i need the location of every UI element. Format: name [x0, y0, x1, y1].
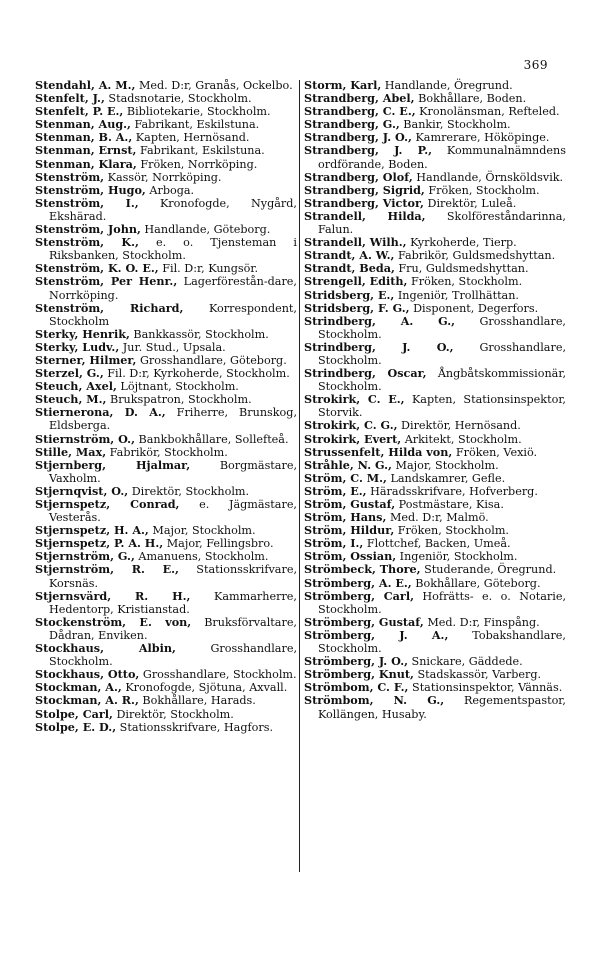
entry-name: Strandberg, Victor,: [304, 195, 424, 210]
entry-name: Ström, E.,: [304, 483, 367, 498]
entry-description: Skolföreståndarinna, Falun.: [318, 209, 566, 237]
entry-name: Ström, Ossian,: [304, 549, 397, 564]
entry-description: Borgmästare, Vaxholm.: [49, 458, 297, 485]
entry-description: Grosshandlare, Stockholm.: [139, 668, 297, 682]
directory-entry: [35, 498, 297, 524]
entry-description: Fabrikant, Eskilstuna.: [136, 144, 265, 158]
entry-name: Stiernerona, D. A.,: [35, 405, 166, 420]
entry-description: Grosshandlare, Göteborg.: [136, 353, 287, 367]
entry-description: Hofrätts- e. o. Notarie, Stockholm.: [318, 589, 566, 616]
entry-name: Strindberg, A. G.,: [304, 313, 456, 328]
entry-name: Stenström, K. O. E.,: [35, 261, 159, 276]
page-number: 369: [523, 58, 548, 72]
entry-name: Strandberg, J. O.,: [304, 130, 412, 145]
entry-description: Direktör, Hernösand.: [397, 419, 521, 433]
entry-name: Stenström, I.,: [35, 195, 139, 210]
entry-name: Stjernberg, Hjalmar,: [35, 457, 191, 472]
entry-name: Strömberg, J. A.,: [304, 627, 449, 642]
entry-name: Stockhaus, Albin,: [35, 641, 176, 656]
entry-name: Stiernström, O.,: [35, 431, 135, 446]
entry-name: Stråhle, N. G.,: [304, 457, 392, 472]
entry-name: Stenman, Ernst,: [35, 143, 137, 158]
entry-description: Kronofogde, Sjötuna, Axvall.: [121, 681, 288, 695]
entry-name: Stjernström, G.,: [35, 549, 135, 564]
directory-entry: [35, 406, 297, 432]
directory-entry: [304, 210, 566, 236]
entry-name: Strokirk, C. E.,: [304, 392, 405, 407]
entry-description: Fru, Guldsmedshyttan.: [394, 262, 529, 276]
entry-name: Sterzel, G.,: [35, 366, 104, 381]
entry-name: Strandberg, J. P.,: [304, 143, 433, 158]
directory-entry: [35, 275, 297, 301]
entry-name: Strindberg, J. O.,: [304, 339, 454, 354]
directory-entry: [35, 302, 297, 328]
entry-description: Brukspatron, Stockholm.: [106, 393, 252, 407]
directory-entry: [35, 459, 297, 485]
entry-name: Stockhaus, Otto,: [35, 667, 140, 682]
entry-name: Stockman, A.,: [35, 680, 122, 695]
entry-description: Fabrikör, Stockholm.: [106, 445, 228, 459]
entry-description: Bokhållare, Boden.: [414, 92, 527, 106]
entry-description: Stadskassör, Varberg.: [413, 668, 542, 682]
entry-description: Kapten, Hernösand.: [132, 131, 250, 145]
entry-name: Strandt, A. W.,: [304, 248, 395, 263]
entry-description: Kassör, Norrköping.: [104, 170, 222, 184]
entry-description: Direktör, Luleå.: [423, 196, 517, 210]
directory-entry: [304, 315, 566, 341]
entry-description: Fabrikant, Eskilstuna.: [130, 118, 260, 132]
directory-entry: [35, 590, 297, 616]
entry-description: Kronofogde, Nygård, Ekshärad.: [49, 196, 297, 223]
entry-description: Kyrkoherde, Tierp.: [406, 236, 517, 250]
entry-description: Kamrerare, Hököpinge.: [411, 131, 550, 145]
directory-entry: [304, 629, 566, 655]
entry-name: Stolpe, E. D.,: [35, 719, 117, 734]
entry-name: Stenman, Klara,: [35, 156, 137, 171]
entry-description: Direktör, Stockholm.: [128, 484, 250, 498]
entry-description: Handlande, Göteborg.: [140, 223, 271, 237]
entry-name: Strengell, Edith,: [304, 274, 408, 289]
entry-name: Ström, Gustaf,: [304, 497, 396, 511]
entry-description: Studerande, Öregrund.: [420, 563, 557, 577]
entry-description: Bokhållare, Harads.: [138, 694, 256, 708]
entry-name: Strandell, Hilda,: [304, 208, 426, 223]
entry-description: Major, Fellingsbro.: [163, 537, 274, 551]
entry-description: Fröken, Stockholm.: [394, 524, 509, 538]
entry-name: Stenman, Aug.,: [35, 117, 131, 132]
entry-description: Stationsinspektor, Vännäs.: [408, 681, 563, 695]
entry-description: Grosshandlare, Stockholm.: [318, 314, 566, 341]
entry-name: Strömberg, Carl,: [304, 588, 414, 603]
entry-description: Amanuens, Stockholm.: [134, 550, 269, 564]
entry-description: Direktör, Stockholm.: [112, 707, 234, 721]
entry-description: Postmästare, Kisa.: [395, 498, 504, 511]
left-column: [35, 79, 297, 734]
entry-description: Bruksförvaltare, Dådran, Enviken.: [49, 615, 297, 642]
entry-name: Stenfelt, P. E.,: [35, 104, 124, 119]
directory-entry: [35, 197, 297, 223]
entry-description: Med. D:r, Malmö.: [386, 511, 489, 525]
entry-name: Ström, I.,: [304, 536, 364, 551]
entry-description: Grosshandlare, Stockholm.: [318, 340, 566, 367]
entry-description: Friherre, Brunskog, Eldsberga.: [49, 406, 297, 433]
entry-name: Sterner, Hilmer,: [35, 352, 137, 367]
entry-name: Strandberg, Abel,: [304, 91, 415, 106]
entry-name: Ström, C. M.,: [304, 470, 387, 485]
entry-description: Major, Stockholm.: [391, 458, 499, 472]
directory-entry: [304, 393, 566, 419]
directory-entry: [35, 721, 297, 734]
entry-description: Snickare, Gäddede.: [407, 655, 523, 669]
entry-description: Kronolänsman, Refteled.: [415, 105, 560, 119]
entry-name: Strandberg, Olof,: [304, 169, 413, 184]
entry-description: Kammarherre, Hedentorp, Kristianstad.: [49, 589, 297, 616]
entry-description: Tobakshandlare, Stockholm.: [318, 628, 566, 656]
entry-name: Storm, Karl,: [304, 78, 382, 92]
entry-description: Ångbåtskommissionär, Stockholm.: [318, 367, 566, 394]
entry-description: Stadsnotarie, Stockholm.: [104, 92, 252, 106]
directory-entry: [304, 694, 566, 720]
entry-description: Löjtnant, Stockholm.: [116, 380, 239, 394]
entry-description: Fil. D:r, Kungsör.: [158, 262, 259, 276]
entry-name: Strömberg, Knut,: [304, 667, 414, 682]
entry-name: Stenström,: [35, 169, 105, 184]
entry-description: Fröken, Vexiö.: [452, 445, 538, 459]
entry-description: Bankbokhållare, Sollefteå.: [134, 432, 289, 446]
entry-description: Med. D:r, Granås, Ockelbo.: [135, 79, 293, 92]
entry-name: Stridsberg, E.,: [304, 287, 395, 302]
entry-name: Strömbeck, Thore,: [304, 562, 421, 577]
entry-name: Stendahl, A. M.,: [35, 78, 136, 92]
entry-name: Stolpe, Carl,: [35, 706, 113, 721]
entry-name: Stenfelt, J.,: [35, 91, 105, 106]
entry-description: Stationsskrifvare, Korsnäs.: [49, 563, 297, 590]
directory-entry: [35, 616, 297, 642]
entry-name: Strandberg, Sigrid,: [304, 182, 425, 197]
directory-entry: [304, 590, 566, 616]
column-divider: [299, 80, 300, 872]
entry-description: Fil. D:r, Kyrkoherde, Stockholm.: [103, 367, 290, 381]
entry-description: Fröken, Stockholm.: [407, 275, 523, 289]
entry-name: Stenström, Per Henr.,: [35, 274, 178, 289]
entry-name: Sterky, Henrik,: [35, 326, 130, 341]
entry-name: Stille, Max,: [35, 444, 107, 459]
entry-name: Strandt, Beda,: [304, 261, 395, 276]
entry-description: Bibliotekarie, Stockholm.: [123, 105, 271, 119]
entry-name: Stockman, A. R.,: [35, 693, 139, 708]
entry-description: Stationsskrifvare, Hagfors.: [116, 720, 274, 734]
entry-name: Ström, Hildur,: [304, 523, 395, 538]
entry-name: Strokirk, C. G.,: [304, 418, 398, 433]
directory-entry: [304, 144, 566, 170]
entry-name: Stjernspetz, H. A.,: [35, 523, 149, 538]
entry-description: Bankkassör, Stockholm.: [129, 327, 269, 341]
entry-name: Strindberg, Oscar,: [304, 366, 427, 381]
entry-description: Bankir, Stockholm.: [399, 118, 511, 132]
entry-description: Ingeniör, Stockholm.: [396, 550, 518, 564]
directory-entry: [304, 341, 566, 367]
entry-name: Strömberg, Gustaf,: [304, 614, 424, 629]
entry-description: Jur. Stud., Upsala.: [119, 340, 226, 354]
entry-description: Korrespondent, Stockholm: [49, 301, 297, 328]
entry-description: Fabrikör, Guldsmedshyttan.: [394, 249, 556, 263]
entry-name: Stenström, Hugo,: [35, 182, 146, 197]
entry-name: Strömbom, C. F.,: [304, 680, 409, 695]
entry-description: Kapten, Stationsinspektor, Storvik.: [318, 393, 566, 420]
entry-name: Steuch, Axel,: [35, 379, 117, 394]
entry-description: Lagerförestån-dare, Norrköping.: [49, 275, 297, 302]
entry-name: Stjernspetz, P. A. H.,: [35, 536, 164, 551]
entry-name: Stenström, K.,: [35, 235, 139, 250]
entry-name: Stenström, Richard,: [35, 300, 184, 315]
entry-name: Strandell, Wilh.,: [304, 235, 407, 250]
entry-description: Flottchef, Backen, Umeå.: [363, 537, 511, 551]
entry-name: Strandberg, C. E.,: [304, 104, 416, 119]
entry-description: Kommunalnämndens ordförande, Boden.: [318, 144, 566, 171]
directory-entry: [35, 563, 297, 589]
entry-name: Steuch, M.,: [35, 392, 107, 407]
entry-name: Stenman, B. A.,: [35, 130, 133, 145]
entry-description: Arkitekt, Stockholm.: [401, 432, 522, 446]
directory-entry: [35, 642, 297, 668]
entry-description: Handlande, Öregrund.: [381, 79, 513, 92]
entry-name: Strömbom, N. G.,: [304, 693, 445, 708]
entry-description: Bokhållare, Göteborg.: [411, 576, 541, 590]
entry-name: Sterky, Ludv.,: [35, 339, 120, 354]
entry-name: Stjernström, R. E.,: [35, 562, 179, 577]
entry-description: Med. D:r, Finspång.: [423, 615, 540, 629]
entry-description: Grosshandlare, Stockholm.: [49, 642, 297, 669]
entry-name: Strömberg, A. E.,: [304, 575, 412, 590]
entry-description: Regementspastor, Kollängen, Husaby.: [318, 694, 566, 721]
entry-name: Strussenfelt, Hilda von,: [304, 444, 453, 459]
entry-name: Stjernsvärd, R. H.,: [35, 588, 191, 603]
entry-description: Disponent, Degerfors.: [409, 301, 539, 315]
entry-description: Handlande, Örnsköldsvik.: [412, 170, 564, 184]
entry-description: Ingeniör, Trollhättan.: [394, 288, 519, 302]
entry-name: Stockenström, E. von,: [35, 614, 192, 629]
entry-description: Fröken, Norrköping.: [136, 157, 258, 171]
entry-name: Stridsberg, F. G.,: [304, 300, 410, 315]
entry-name: Strandberg, G.,: [304, 117, 400, 132]
entry-name: Stjernqvist, O.,: [35, 483, 129, 498]
entry-description: Häradsskrifvare, Hofverberg.: [366, 484, 538, 498]
right-column: [304, 79, 566, 721]
entry-description: Landskamrer, Gefle.: [386, 471, 506, 485]
entry-name: Stjernspetz, Conrad,: [35, 497, 180, 511]
entry-name: Stenström, John,: [35, 222, 141, 237]
directory-entry: [35, 236, 297, 262]
entry-description: Major, Stockholm.: [148, 524, 256, 538]
entry-name: Ström, Hans,: [304, 510, 387, 525]
entry-description: e. Jägmästare, Vesterås.: [49, 498, 297, 525]
entry-name: Strokirk, Evert,: [304, 431, 402, 446]
directory-entry: [304, 367, 566, 393]
entry-description: e. o. Tjensteman i Riksbanken, Stockholm.: [49, 236, 297, 263]
entry-description: Fröken, Stockholm.: [424, 183, 540, 197]
entry-description: Arboga.: [145, 183, 195, 197]
entry-name: Strömberg, J. O.,: [304, 654, 408, 669]
